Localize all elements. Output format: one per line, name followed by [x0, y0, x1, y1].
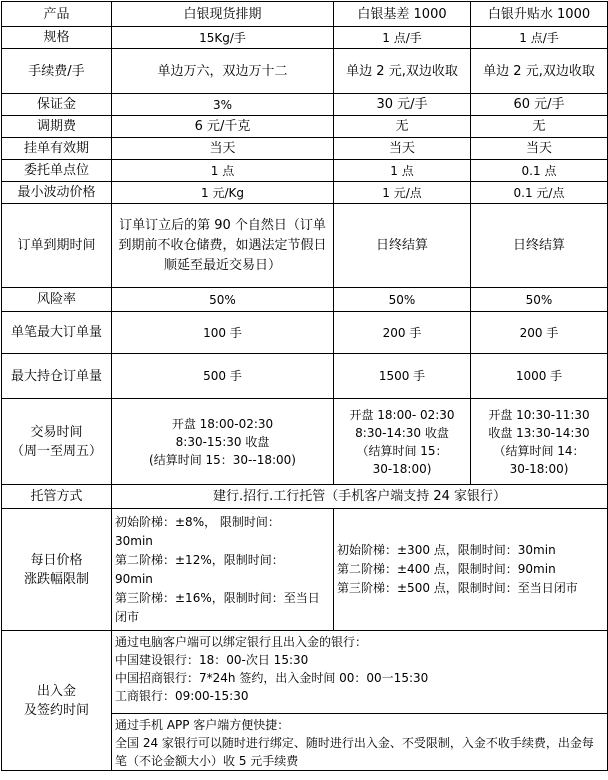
cell-value: 订单订立后的第 90 个自然日（订单到期前不收仓储费，如遇法定节假日顺延至最近交易日） [112, 204, 334, 288]
row-label: 最小波动价格 [2, 182, 112, 204]
row-label: 保证金 [2, 94, 112, 116]
cell-value: 建行.招行.工行托管（手机客户端支持 24 家银行） [112, 485, 608, 509]
row-order-expiry [2, 204, 608, 288]
cell-value: 500 手 [112, 354, 334, 399]
row-label: 订单到期时间 [2, 204, 112, 288]
row-deferral-fee [2, 116, 608, 138]
cell-value: 日终结算 [471, 204, 608, 288]
cell-value: 50% [471, 288, 608, 312]
row-spec [2, 27, 608, 49]
cell-value: 100 手 [112, 312, 334, 354]
cell-value: 单边万六，双边万十二 [112, 49, 334, 94]
cell-value: 无 [471, 116, 608, 138]
cell-value: 3% [112, 94, 334, 116]
header-col-basis-silver: 白银基差 1000 [334, 2, 471, 27]
cell-value: 当天 [334, 138, 471, 160]
cell-value: 开盘 10:30-11:30 收盘 13:30-14:30 （结算时间 14： 30-18:00) [471, 399, 608, 485]
deposit-app-text: 通过手机 APP 客户端方便快捷： 全国 24 家银行可以随时进行绑定、随时进行出入金、不受限制，入金不收手续费，出金每笔（不论金额大小）收 5 元手续费 [112, 713, 607, 770]
cell-value: 200 手 [471, 312, 608, 354]
row-label: 出入金 及签约时间 [2, 631, 112, 771]
row-label: 单笔最大订单量 [2, 312, 112, 354]
row-label: 调期费 [2, 116, 112, 138]
cell-value: 50% [112, 288, 334, 312]
row-label: 最大持仓订单量 [2, 354, 112, 399]
row-custody [2, 485, 608, 509]
cell-value: 开盘 18:00- 02:30 8:30-14:30 收盘 （结算时间 15： 30-18:00) [334, 399, 471, 485]
cell-value: 日终结算 [334, 204, 471, 288]
row-risk-rate [2, 288, 608, 312]
cell-value: 无 [334, 116, 471, 138]
cell-value: 60 元/手 [471, 94, 608, 116]
row-label: 挂单有效期 [2, 138, 112, 160]
row-order-validity [2, 138, 608, 160]
cell-value: 50% [334, 288, 471, 312]
cell-value: 30 元/手 [334, 94, 471, 116]
cell-value: 1 点/手 [471, 27, 608, 49]
cell-value: 1 点 [112, 160, 334, 182]
cell-value: 单边 2 元,双边收取 [334, 49, 471, 94]
cell-value: 当天 [112, 138, 334, 160]
row-min-tick [2, 182, 608, 204]
row-deposit-withdraw [2, 631, 608, 771]
header-col-premium-silver: 白银升贴水 1000 [471, 2, 608, 27]
row-max-position [2, 354, 608, 399]
cell-value: 0.1 元/点 [471, 182, 608, 204]
deposit-pc-text: 通过电脑客户端可以绑定银行且出入金的银行： 中国建设银行：18：00-次日 15:30 中国招商银行：7*24h 签约，出入金时间 00：00一15:30 工商银行：09:00-15:30 [115, 635, 429, 703]
row-order-points [2, 160, 608, 182]
cell-value: 1 元/Kg [112, 182, 334, 204]
cell-value: 当天 [471, 138, 608, 160]
row-margin [2, 94, 608, 116]
cell-value: 1 点 [334, 160, 471, 182]
row-fee [2, 49, 608, 94]
header-row [2, 2, 608, 27]
row-trading-hours [2, 399, 608, 485]
row-label: 交易时间 （周一至周五） [2, 399, 112, 485]
header-product: 产品 [2, 2, 112, 27]
cell-value: 1 元/点 [334, 182, 471, 204]
cell-value: 6 元/千克 [112, 116, 334, 138]
cell-value: 200 手 [334, 312, 471, 354]
cell-value: 初始阶梯：±300 点，限制时间：30min 第二阶梯：±400 点，限制时间：90min 第三阶梯：±500 点，限制时间：至当日闭市 [334, 509, 608, 631]
header-col-spot-silver: 白银现货排期 [112, 2, 334, 27]
row-label: 规格 [2, 27, 112, 49]
row-label: 手续费/手 [2, 49, 112, 94]
row-label: 委托单点位 [2, 160, 112, 182]
cell-value: 1 点/手 [334, 27, 471, 49]
cell-value: 初始阶梯：±8%， 限制时间： 30min 第二阶梯：±12%，限制时间： 90min 第三阶梯：±16%，限制时间：至当日闭市 [112, 509, 334, 631]
deposit-cell [112, 631, 608, 771]
row-label: 托管方式 [2, 485, 112, 509]
cell-value: 开盘 18:00-02:30 8:30-15:30 收盘 (结算时间 15：30--18:00) [112, 399, 334, 485]
row-label: 每日价格 涨跌幅限制 [2, 509, 112, 631]
cell-value: 15Kg/手 [112, 27, 334, 49]
row-price-limit [2, 509, 608, 631]
row-max-order [2, 312, 608, 354]
cell-value: 单边 2 元,双边收取 [471, 49, 608, 94]
row-label: 风险率 [2, 288, 112, 312]
product-comparison-table [1, 1, 608, 771]
cell-value: 0.1 点 [471, 160, 608, 182]
cell-value: 1500 手 [334, 354, 471, 399]
cell-value: 1000 手 [471, 354, 608, 399]
